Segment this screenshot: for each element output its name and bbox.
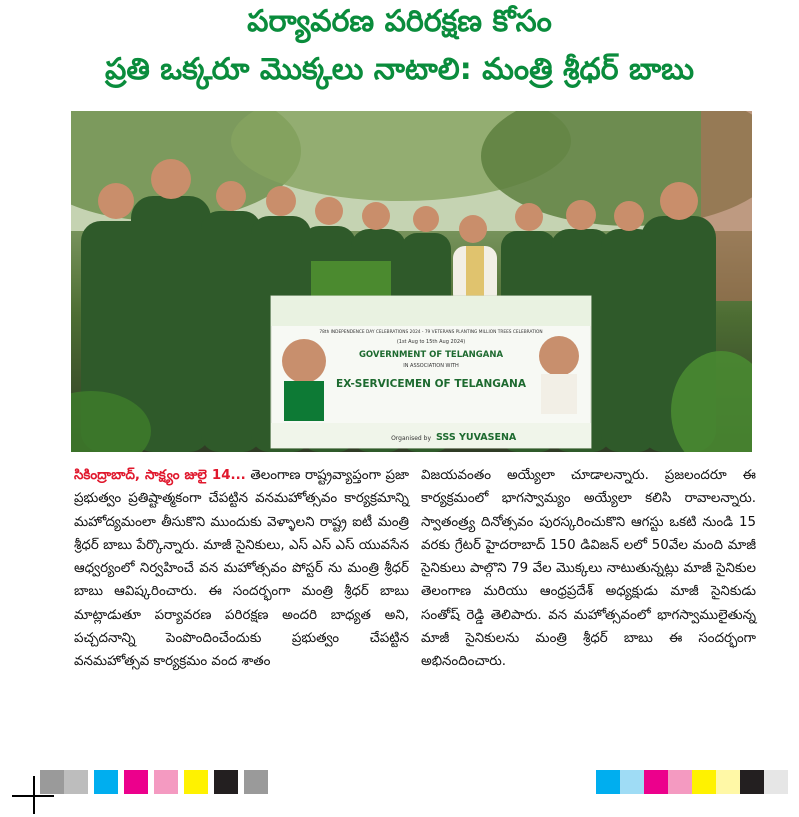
crop-mark-vertical xyxy=(33,776,35,814)
color-swatch xyxy=(244,770,268,794)
color-swatch xyxy=(596,770,620,794)
headline-line-2: ప్రతి ఒక్కరూ మొక్కలు నాటాలి: మంత్రి శ్రీధర్ బాబు xyxy=(105,52,694,87)
color-swatch xyxy=(64,770,88,794)
color-swatch xyxy=(644,770,668,794)
color-swatch xyxy=(764,770,788,794)
dateline: సికింద్రాబాద్, సాక్ష్యం జులై 14... xyxy=(74,468,246,483)
color-swatch xyxy=(716,770,740,794)
banner-date-range: (1st Aug to 15th Aug 2024) xyxy=(396,339,466,345)
banner-line-top: 78th INDEPENDENCE DAY CELEBRATIONS 2024 - 79 VETERANS PLANTING MILLION TREES CELEBRATION xyxy=(319,330,543,335)
headline-line-1: పర్యావరణ పరిరక్షణ కోసం xyxy=(247,4,552,39)
banner-organised-prefix: Organised by xyxy=(391,435,431,442)
news-photo xyxy=(71,111,752,452)
photo-illustration xyxy=(71,111,752,452)
color-swatch xyxy=(620,770,644,794)
color-bar-left xyxy=(40,770,268,794)
color-swatch xyxy=(692,770,716,794)
color-swatch xyxy=(40,770,64,794)
banner-govt: GOVERNMENT OF TELANGANA xyxy=(358,350,504,360)
article-column-1-text: తెలంగాణ రాష్ట్రవ్యాప్తంగా ప్రజా ప్రభుత్వం ప్రతిష్టాత్మకంగా చేపట్టిన వనమహోత్సవం కార్యక్రమాన్ని మహోద్యమంలా తీసుకొని ముందుకు వెళ్ళాలని రాష్ట్ర ఐటీ మంత్రి శ్రీధర్ బాబు పేర్కొన్నారు. మాజీ సైనికులు, ఎస్ ఎస్ ఎస్ యువసేన ఆధ్వర్యంలో నిర్వహించే వన మహోత్సవం పోస్టర్ ను మంత్రి శ్రీధర్ బాబు ఆవిష్కరించారు. ఈ సందర్భంగా మంత్రి శ్రీధర్ బాబు మాట్లాడుతూ పర్యావరణ పరిరక్షణ అందరి బాధ్యత అని, పచ్చదనాన్ని పెంపొందించేందుకు ప్రభుత్వం చేపట్టిన వనమహోత్సవ కార్యక్రమం వంద శాతం xyxy=(74,468,409,670)
banner-org: EX-SERVICEMEN OF TELANGANA xyxy=(336,378,526,390)
color-swatch xyxy=(184,770,208,794)
color-swatch xyxy=(94,770,118,794)
article-column-1 xyxy=(74,464,409,674)
color-swatch xyxy=(124,770,148,794)
color-swatch xyxy=(214,770,238,794)
color-swatch xyxy=(154,770,178,794)
banner-assoc: IN ASSOCIATION WITH xyxy=(403,363,459,369)
color-bar-right xyxy=(596,770,788,794)
article-column-2: విజయవంతం అయ్యేలా చూడాలన్నారు. ప్రజలందరూ ఈ కార్యక్రమంలో భాగస్వామ్యం అయ్యేలా కలిసి రావాలన్నారు. స్వాతంత్ర్య దినోత్సవం పురస్కరించుకొని ఆగస్టు ఒకటి నుండి 15 వరకు గ్రేటర్ హైదరాబాద్ 150 డివిజన్ లలో 50వేల మంది మాజీ సైనికులు పాల్గొని 79 వేల మొక్కలు నాటుతున్నట్లు మాజీ సైనికుల తెలంగాణ మరియు ఆంధ్రప్రదేశ్ అధ్యక్షుడు మాజీ సైనికుడు సంతోష్ రెడ్డి తెలిపారు. వన మహోత్సవంలో భాగస్వాములైతున్న మాజీ సైనికులను మంత్రి శ్రీధర్ బాబు ఈ సందర్భంగా అభినందించారు. xyxy=(421,468,756,670)
banner-organised-by: SSS YUVASENA xyxy=(436,432,517,443)
color-swatch xyxy=(740,770,764,794)
color-swatch xyxy=(668,770,692,794)
